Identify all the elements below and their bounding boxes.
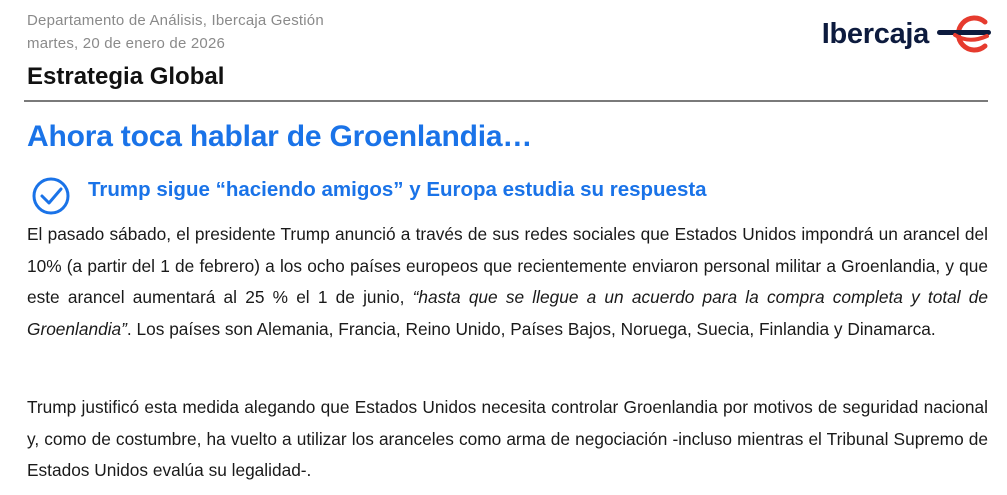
paragraph-1 [27, 219, 988, 345]
section-title: Estrategia Global [27, 63, 225, 90]
ibercaja-logo [822, 14, 993, 54]
check-circle-icon [31, 176, 71, 216]
logo-text: Ibercaja [821, 17, 929, 50]
paragraph-1-quote: “hasta que se llegue a un acuerdo para la compra completa y total de Groenlandia” [27, 287, 989, 339]
paragraph-1-end: . Los países son Alemania, Francia, Reino Unido, Países Bajos, Noruega, Suecia, Finlandia y Dinamarca. [126, 318, 936, 339]
report-header [27, 12, 987, 102]
department-name: Departamento de Análisis, Ibercaja Gestión [27, 12, 324, 29]
paragraph-2: Trump justificó esta medida alegando que Estados Unidos necesita controlar Groenlandia por motivos de seguridad nacional y, como de costumbre, ha vuelto a utilizar los aranceles como arma de negociación -incluso mientras el Tribunal Supremo de Estados Unidos evalúa su legalidad-. [27, 397, 988, 480]
article-title: Ahora toca hablar de Groenlandia… [27, 120, 533, 153]
article-subtitle: Trump sigue “haciendo amigos” y Europa estudia su respuesta [88, 178, 707, 201]
header-divider [24, 100, 988, 102]
report-date: martes, 20 de enero de 2026 [27, 35, 226, 52]
paragraph-1-start: El pasado sábado, el presidente Trump anunció a través de sus redes sociales que Estados Unidos impondrá un arancel del 10% (a partir del 1 de febrero) a los ocho países europeos que recientemente enviaron personal militar a Groenlandia, y que este arancel aumentará al 25 % el 1 de junio, [27, 224, 988, 307]
ibercaja-logo-mark-icon [935, 14, 993, 54]
